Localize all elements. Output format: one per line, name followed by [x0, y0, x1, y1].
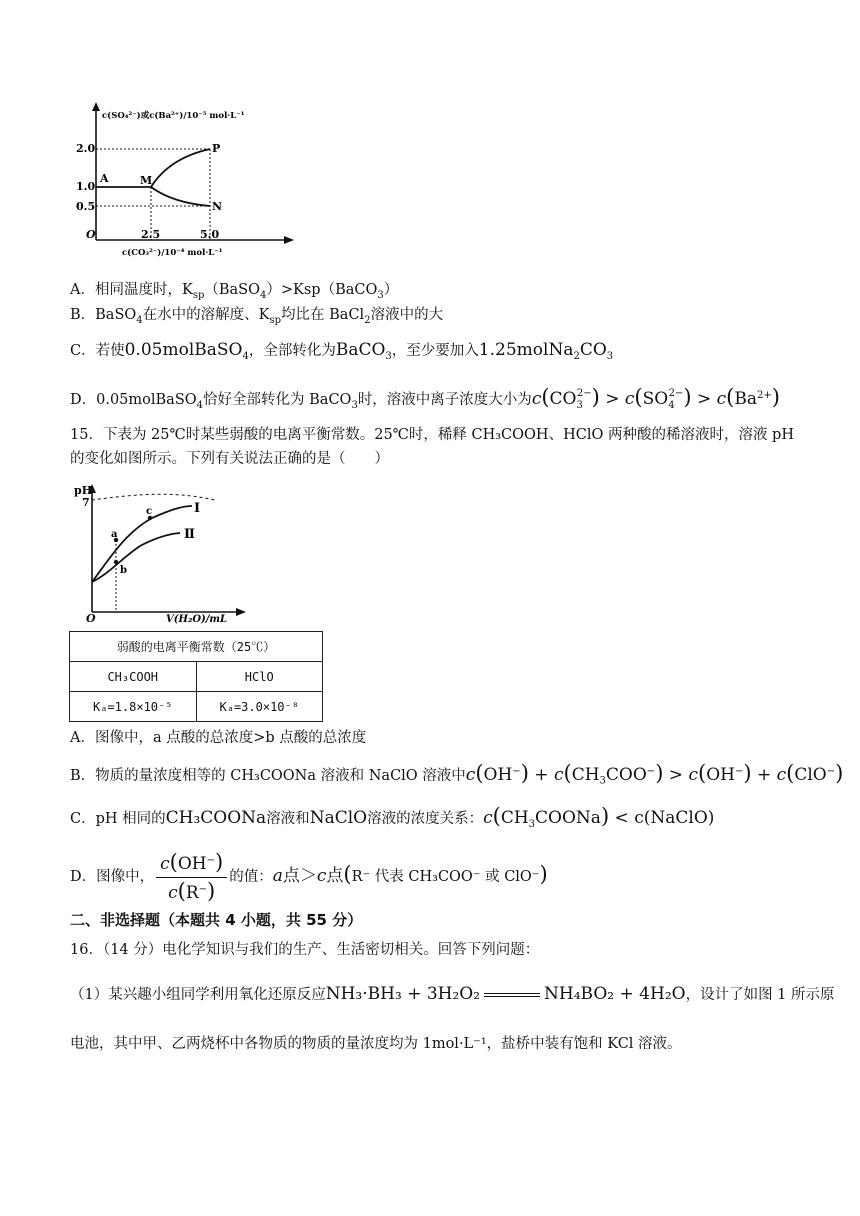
y-axis-label: pH: [74, 484, 93, 497]
q15-stem-line1: 15．下表为 25℃时某些弱酸的电离平衡常数。25℃时，稀释 CH₃COOH、HClO 两种酸的稀溶液时，溶液 pH: [70, 427, 794, 443]
ka-table-col1: CH₃COOH: [70, 662, 197, 692]
oh-over-r-fraction: $\frac{c(OH^-)}{c(R^-)}$: [156, 851, 227, 904]
q16-p1: （1）某兴趣小组同学利用氧化还原反应NH₃·BH₃ + 3H₂O₂ NH₄BO₂ + 4H₂O，设计了如图 1 所示原: [70, 984, 835, 1004]
q15-option-c: C．pH 相同的CH₃COONa溶液和NaClO溶液的浓度关系：$c(CH_3COONa)$ < c(NaClO): [70, 804, 715, 830]
y-axis-arrow: [92, 102, 100, 111]
x-tick-2-5: 2.5: [141, 228, 161, 241]
q15-option-a: A．图像中，a 点酸的总浓度>b 点酸的总浓度: [70, 730, 367, 746]
curve-ii-label: Ⅱ: [184, 527, 195, 542]
y-tick-0-5: 0.5: [76, 200, 96, 213]
figure-ph-dilution-graph: [70, 478, 250, 624]
q14-option-d: D．0.05molBaSO$_4$恰好全部转化为 BaCO$_3$时，溶液中离子浓度大小为$c(CO_3^{2-}) > c(SO_4^{2-}) > c(Ba^{2+})$: [70, 385, 780, 411]
x-axis-arrow: [284, 236, 294, 244]
section-2-title: 二、非选择题（本题共 4 小题，共 55 分）: [70, 911, 363, 929]
origin-label: O: [86, 228, 96, 241]
point-p: P: [212, 142, 221, 155]
x-axis-arrow: [236, 608, 246, 616]
point-n: N: [212, 200, 223, 213]
ka-table-val2: Kₐ=3.0×10⁻⁸: [196, 692, 323, 722]
x-axis-label: V(H₂O)/mL: [166, 614, 228, 625]
curve-i-label: Ⅰ: [194, 501, 201, 516]
q16-p2: 电池，其中甲、乙两烧杯中各物质的物质的量浓度均为 1mol·L⁻¹，盐桥中装有饱和 KCl 溶液。: [70, 1036, 682, 1052]
point-a: A: [100, 172, 109, 185]
q14-option-c: C．若使0.05molBaSO$_4$，全部转化为BaCO$_3$，至少要加入$1.25molNa_2CO_3$: [70, 340, 614, 362]
x-tick-5-0: 5.0: [200, 228, 220, 241]
point-m: M: [140, 174, 153, 187]
point-b-dot: [114, 560, 118, 564]
curve-ii: [92, 533, 180, 582]
ka-table-col2: HClO: [196, 662, 323, 692]
ka-table-title: 弱酸的电离平衡常数（25℃）: [70, 632, 323, 662]
y-tick-2-0: 2.0: [76, 142, 96, 155]
figure-ba-concentration-graph: [78, 100, 300, 260]
q15-stem-line2: 的变化如图所示。下列有关说法正确的是（ ）: [70, 451, 389, 467]
point-c: c: [146, 506, 153, 517]
neutral-ph-line: [92, 494, 215, 500]
ka-table: [69, 631, 323, 722]
y-tick-7: 7: [82, 496, 90, 509]
ka-table-val1: Kₐ=1.8×10⁻⁵: [70, 692, 197, 722]
x-axis-label: c(CO₃²⁻)/10⁻⁴ mol·L⁻¹: [122, 248, 223, 258]
y-axis-label: c(SO₄²⁻)或c(Ba²⁺)/10⁻⁵ mol·L⁻¹: [102, 111, 245, 121]
curve-m-p: [151, 149, 210, 187]
q15-option-b: B．物质的量浓度相等的 CH₃COONa 溶液和 NaClO 溶液中$c(OH^-) + c(CH_3COO^-) > c(OH^-) + c(ClO^-)$: [70, 760, 844, 787]
y-tick-1-0: 1.0: [76, 180, 96, 193]
equals-bar: [484, 993, 540, 997]
q14-option-a: A．相同温度时，$K_{sp}(BaSO_4)>Ksp(BaCO_3)$: [70, 282, 399, 301]
curve-m-n: [151, 187, 210, 206]
q14-option-b: B．BaSO$_4$在水中的溶解度、$K_{sp}$均比在 BaCl$_2$溶液中的大: [70, 307, 444, 326]
point-b: b: [120, 565, 127, 576]
point-a: a: [111, 529, 118, 540]
origin-label: O: [86, 612, 96, 625]
q15-option-d: D．图像中， $\frac{c(OH^-)}{c(R^-)}$ 的值：a点＞c点(R⁻ 代表 CH₃COO⁻ 或 ClO⁻): [70, 849, 548, 903]
q16-stem: 16．（14 分）电化学知识与我们的生产、生活密切相关。回答下列问题：: [70, 942, 540, 958]
